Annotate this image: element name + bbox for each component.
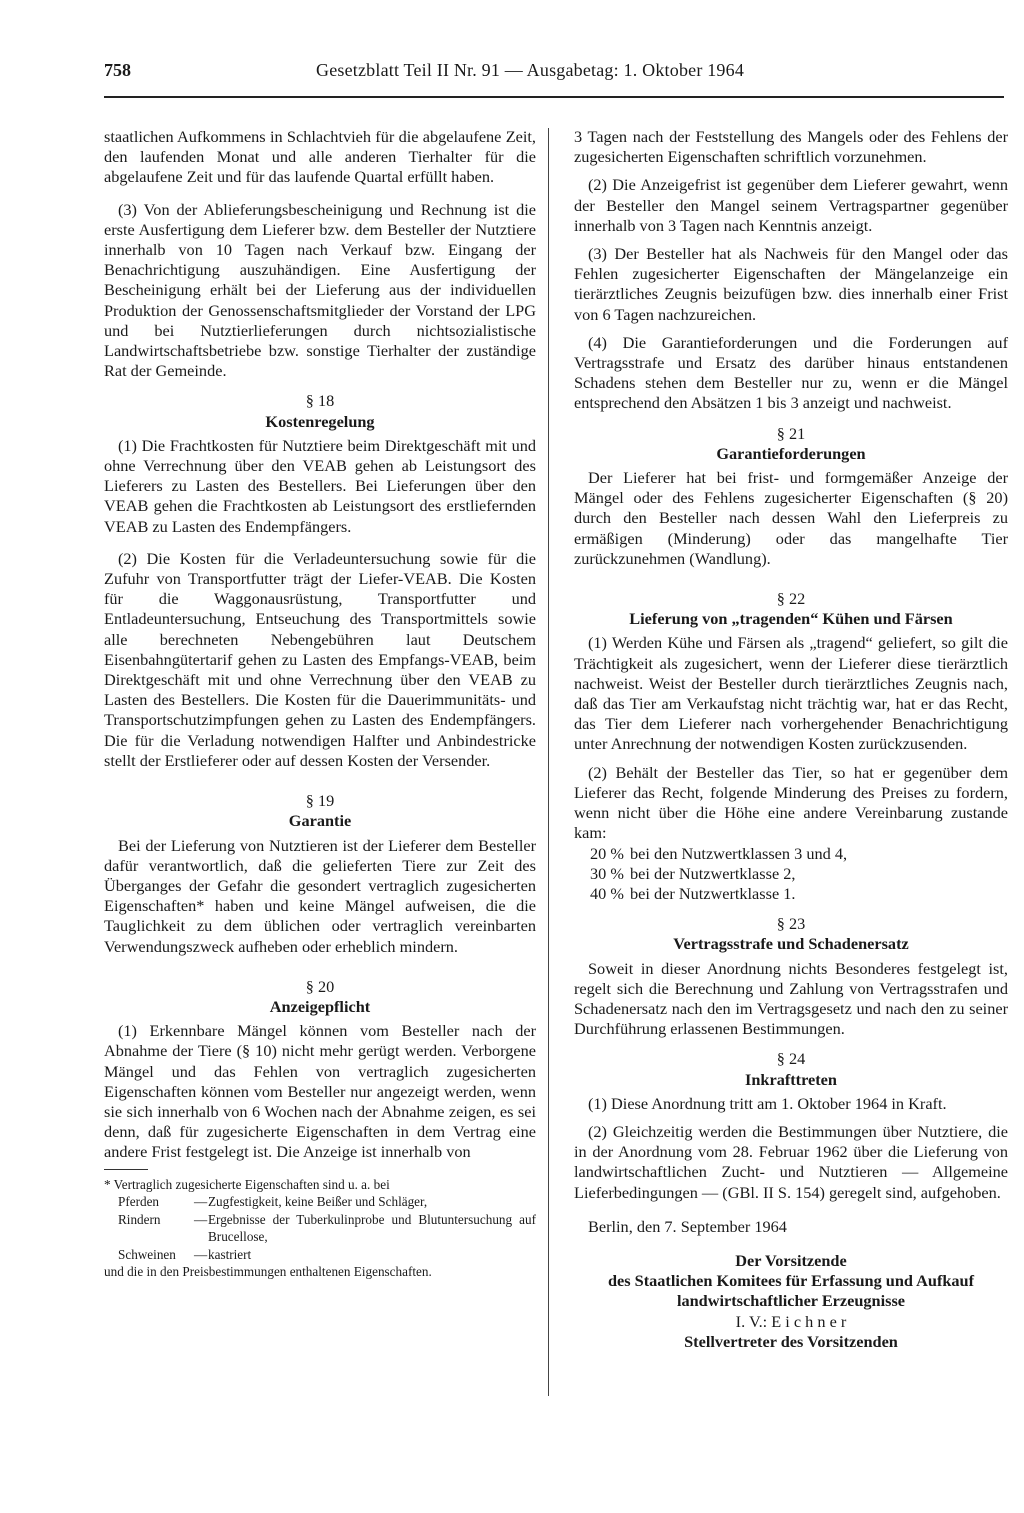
- right-column: [574, 127, 1008, 1352]
- header-rule: [104, 96, 1004, 98]
- section-number: § 20: [305, 976, 335, 996]
- paragraph: (1) Diese Anordnung tritt am 1. Oktober 1964 in Kraft.: [588, 1093, 947, 1113]
- paragraph: staatlichen Aufkommens in Schlachtvieh für die abgelaufene Zeit, den laufenden Monat und alle anderen Tierhalter für die abgelaufene Zeit und für das laufende Quartal erfüllt haben.: [104, 127, 536, 187]
- page-header: [104, 60, 1024, 88]
- date-line: Berlin, den 7. September 1964: [588, 1216, 787, 1236]
- signature-body: des Staatlichen Komitees für Erfassung und Aufkauf: [607, 1271, 975, 1291]
- rate-text: bei den Nutzwertklassen 3 und 4,: [630, 843, 848, 863]
- rate-percent: 40 %: [590, 883, 624, 903]
- paragraph: 3 Tagen nach der Feststellung des Mangels oder des Fehlens der zugesicherten Eigenschaften schriftlich vorzunehmen.: [574, 127, 1008, 167]
- paragraph: (2) Die Kosten für die Verladeuntersuchung sowie für die Zufuhr von Transportfutter trägt der Liefer-VEAB. Die Kosten für die Waggonausrüstung, Transportfutter und Entladeuntersuchung, Entseuchung des Transportmittels sowie alle berechneten Nebengebühren laut Deutschem Eisenbahngütertarif gehen zu Lasten des Empfangs-VEAB, beim Direktgeschäft mit und ohne Verrechnung über den VEAB zu Lasten des Bestellers. Die Kosten für die Dauerimmunitäts- und Transportschutzimpfungen gehen zu Lasten des Endempfängers. Die für die Verladung notwendigen Halfter und Anbindestricke stellt der Erstlieferer oder auf dessen Kosten der Versender.: [104, 548, 536, 770]
- section-number: § 19: [305, 791, 335, 811]
- paragraph: (3) Von der Ablieferungsbescheinigung und Rechnung ist die erste Ausfertigung dem Lieferer bzw. dem Besteller der Nutztiere innerhalb von 10 Tagen nach Verkauf bzw. Eingang der Benachrichtigung auszuhändigen. Eine Ausfertigung der Bescheinigung erhält bei der Lieferung aus der individuellen Produktion der Genossenschaftsmitglieder der Vorstand der LPG und bei Nutztierlieferungen durch nichtsozialistische Landwirtschaftsbetriebe bzw. sonstige Tierhalter der zuständige Rat der Gemeinde.: [104, 199, 536, 381]
- section-title: Garantieforderungen: [716, 443, 866, 463]
- rate-percent: 30 %: [590, 863, 624, 883]
- footnote-intro: * Vertraglich zugesicherte Eigenschaften sind u. a. bei: [104, 1176, 390, 1192]
- footnote-row: Schweinen — kastriert: [118, 1246, 252, 1262]
- footnote-row: Rindern — Ergebnisse der Tuberkulinprobe und Blutuntersuchung auf Brucellose,: [118, 1211, 536, 1245]
- paragraph: (1) Erkennbare Mängel können vom Besteller nach der Abnahme der Tiere (§ 10) nicht mehr gerügt werden. Verborgene Mängel und das Fehlen von vertraglich zugesicherten Eigenschaften können vom Besteller nur angezeigt werden, wenn sie sich innerhalb von 6 Wochen nach der Abnahme zeigen, es sei denn, daß für zugesicherte Eigenschaften in dem Vertrag eine andere Frist festgelegt ist. Die Anzeige ist innerhalb von: [104, 1021, 536, 1162]
- footnote-outro: und die in den Preisbestimmungen enthaltenen Eigenschaften.: [104, 1264, 432, 1280]
- section-number: § 22: [776, 589, 806, 609]
- signatory: I. V.: E i c h n e r: [735, 1311, 847, 1331]
- paragraph: (4) Die Garantieforderungen und die Forderungen auf Vertragsstrafe und Ersatz des darüber hinaus entstandenen Schadens stehen dem Besteller nur zu, wenn er die Mängel entsprechend den Absätzen 1 bis 3 anzeigt und nachweist.: [574, 332, 1008, 413]
- running-head: Gesetzblatt Teil II Nr. 91 — Ausgabetag: 1. Oktober 1964: [316, 60, 745, 80]
- section-title: Garantie: [288, 811, 352, 831]
- column-divider: [548, 128, 549, 1396]
- paragraph: Der Lieferer hat bei frist- und formgemäßer Anzeige der Mängel oder des Fehlens zugesicherter Eigenschaften (§ 20) durch den Besteller nach dessen Wahl den Lieferpreis zu ermäßigen (Minderung) oder das mangelhafte Tier zurückzunehmen (Wandlung).: [574, 468, 1008, 568]
- left-column: [104, 127, 536, 1281]
- section-number: § 21: [776, 423, 806, 443]
- rate-text: bei der Nutzwertklasse 1.: [630, 883, 796, 903]
- rate-text: bei der Nutzwertklasse 2,: [630, 863, 796, 883]
- signature-body: landwirtschaftlicher Erzeugnisse: [676, 1291, 906, 1311]
- paragraph: (1) Die Frachtkosten für Nutztiere beim Direktgeschäft mit und ohne Verrechnung über den VEAB gehen ab Leistungsort des Lieferers zu Lasten des Bestellers. Bei Lieferungen über den VEAB gehen die Frachtkosten ab Leistungsort des erstliefernden VEAB zu Lasten des Endempfängers.: [104, 435, 536, 536]
- section-title: Anzeigepflicht: [269, 996, 371, 1016]
- paragraph: Bei der Lieferung von Nutztieren ist der Lieferer dem Besteller dafür verantwortlich, daß die gelieferten Tiere zur Zeit des Überganges der Gefahr die gesondert vertraglich zugesicherten Eigenschaften* haben und keine Mängel aufweisen, die die Tauglichkeit zu dem üblichen oder vertraglich vereinbarten Verwendungszweck aufheben oder erheblich mindern.: [104, 835, 536, 956]
- signatory-role: Stellvertreter des Vorsitzenden: [684, 1331, 898, 1351]
- paragraph: (2) Gleichzeitig werden die Bestimmungen über Nutztiere, die in der Anordnung vom 28. Februar 1962 über die Lieferung von landwirtschaftlichen Zucht- und Nutztieren — Allgemeine Lieferbedingungen — (GBl. II S. 154) geregelt sind, aufgehoben.: [574, 1121, 1008, 1202]
- footnote-row: Pferden — Zugfestigkeit, keine Beißer und Schläger,: [118, 1194, 428, 1210]
- section-number: § 18: [305, 391, 335, 411]
- section-number: § 23: [776, 914, 806, 934]
- section-number: § 24: [776, 1049, 806, 1069]
- rate-item: [574, 844, 1008, 864]
- paragraph: (2) Behält der Besteller das Tier, so hat er gegenüber dem Lieferer das Recht, folgende Minderung des Preises zu fordern, wenn nicht über die Höhe eine andere Vereinbarung zustande kam:: [574, 762, 1008, 843]
- rate-list: [574, 844, 1008, 905]
- section-title: Lieferung von „tragenden“ Kühen und Färsen: [629, 609, 953, 629]
- rate-item: [574, 884, 1008, 904]
- rate-percent: 20 %: [590, 843, 624, 863]
- section-title: Kostenregelung: [265, 411, 375, 431]
- paragraph: (3) Der Besteller hat als Nachweis für den Mangel oder das Fehlen zugesicherter Eigenschaften der Mängelanzeige ein tierärztliches Zeugnis beizufügen bzw. dies innerhalb einer Frist von 6 Tagen nachzureichen.: [574, 244, 1008, 324]
- section-title: Inkrafttreten: [745, 1069, 837, 1089]
- paragraph: (2) Die Anzeigefrist ist gegenüber dem Lieferer gewahrt, wenn der Besteller den Mangel seinem Vertragspartner gegenüber innerhalb von 3 Tagen nach Kenntnis anzeigt.: [574, 175, 1008, 235]
- paragraph: (1) Werden Kühe und Färsen als „tragend“ geliefert, so gilt die Trächtigkeit als zugesichert, wenn der Lieferer diese tierärztlich nachweist. Weist der Besteller durch tierärztliches Zeugnis nach, daß das Tier am Verkaufstag nicht trächtig war, hat er das Recht, das Tier dem Lieferer nach vorhergehender Benachrichtigung unter Anrechnung der notwendigen Kosten zurückzusenden.: [574, 633, 1008, 754]
- footnote-rule: [104, 1169, 148, 1170]
- page-number: 758: [104, 60, 131, 80]
- paragraph: Soweit in dieser Anordnung nichts Besonderes festgelegt ist, regelt sich die Berechnung und Zahlung von Vertragsstrafen und Schadenersatz nach den im Vertragsgesetz und nach den zu seiner Durchführung erlassenen Bestimmungen.: [574, 958, 1008, 1039]
- section-title: Vertragsstrafe und Schadenersatz: [673, 934, 909, 954]
- signature-title: Der Vorsitzende: [735, 1250, 847, 1270]
- footnote-list: [118, 1193, 536, 1263]
- rate-item: [574, 864, 1008, 884]
